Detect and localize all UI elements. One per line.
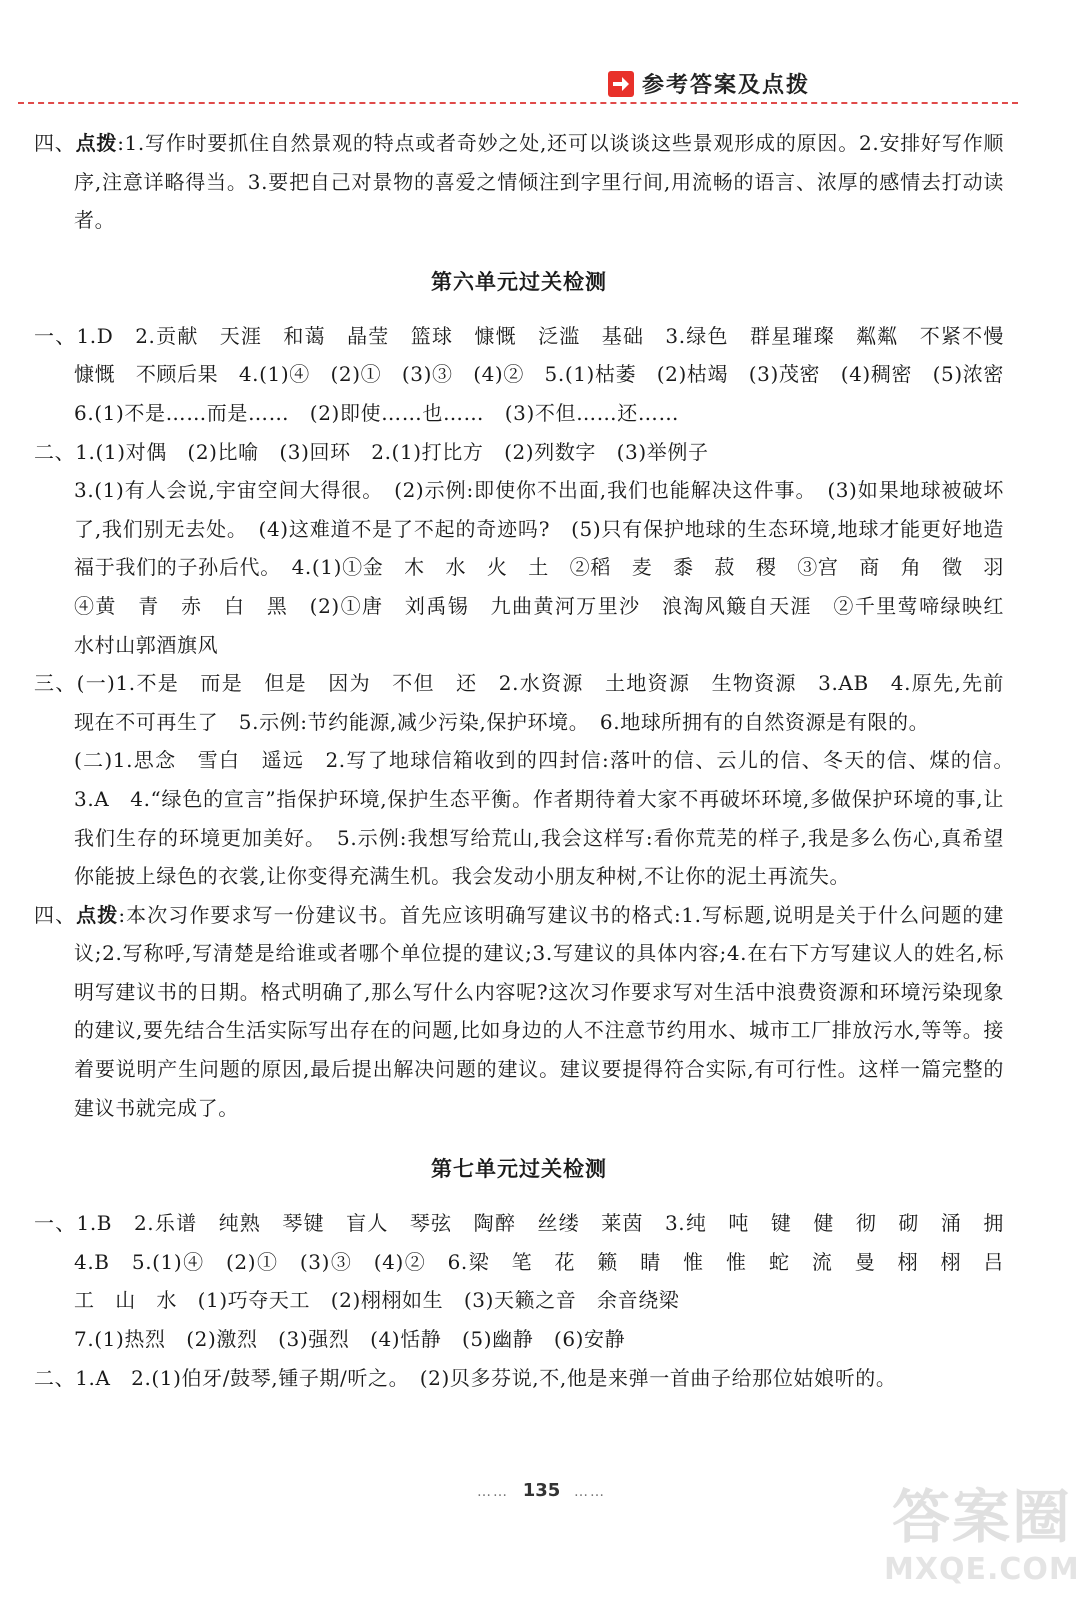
- unit6-part1: 一、1.D 2.贡献 天涯 和蔼 晶莹 篮球 慷慨 泛滥 基础 3.绿色 群星璀璨 粼粼 不紧不慢 慷慨 不顾后果 4.(1)④ (2)① (3)③ (4)② 5.(1)枯萎 (2)枯竭 (3)茂密 (4)稠密 (5)浓密 6.(1)不是……而是…… (2)即使……也…… (3)不但……还……: [34, 323, 1025, 425]
- page-header: [0, 0, 1083, 110]
- unit6-writing-tips: [34, 896, 1004, 1128]
- tips-text: :1.写作时要抓住自然景观的特点或者奇妙之处,还可以谈谈这些景观形成的原因。2.安排好写作顺序,注意详略得当。3.要把自己对景物的喜爱之情倾注到字里行间,用流畅的语言、浓厚的感情去打动读者。: [74, 131, 1005, 233]
- header-badge: [608, 68, 810, 99]
- arrow-right-icon: [608, 71, 634, 97]
- unit6-part2-cont: 3.(1)有人会说,宇宙空间大得很。 (2)示例:即使你不出面,我们也能解决这件事。 (3)如果地球被破坏了,我们别无去处。 (4)这难道不是了不起的奇迹吗? (5)只有保护地球的生态环境,地球才能更好地造福于我们的子孙后代。 4.(1)①金 木 水 火 土 ②稻 麦 黍 菽 稷 ③宫 商 角 徵 羽 ④黄 青 赤 白 黑 (2)①唐 刘禹锡 九曲黄河万里沙 浪淘风簸自天涯 ②千里莺啼绿映红 水村山郭酒旗风: [74, 478, 1025, 657]
- unit7-part2: 二、1.A 2.(1)伯牙/鼓琴,锺子期/听之。 (2)贝多芬说,不,他是来弹一首曲子给那位姑娘听的。: [34, 1365, 897, 1390]
- tips-label: 点拨: [75, 131, 118, 155]
- watermark-bottom: MXQE.COM: [884, 1552, 1080, 1587]
- page-number: 135: [522, 1480, 561, 1501]
- unit6-part3: 三、(一)1.不是 而是 但是 因为 不但 还 2.水资源 土地资源 生物资源 3.AB 4.原先,先前 现在不可再生了 5.示例:节约能源,减少污染,保护环境。 6.地球所拥有的自然资源是有限的。: [34, 671, 1025, 734]
- unit6-part3-reading2: (二)1.思念 雪白 遥远 2.写了地球信箱收到的四封信:落叶的信、云儿的信、冬天的信、煤的信。 3.A 4.“绿色的宣言”指保护环境,保护生态平衡。作者期待着大家不再破坏环境,多做保护环境的事,让我们生存的环境更加美好。 5.示例:我想写给荒山,我会这样写:看你荒芜的样子,我是多么伤心,真希望你能披上绿色的衣裳,让你变得充满生机。我会发动小朋友种树,不让你的泥土再流失。: [74, 748, 1025, 889]
- unit7-title: 第七单元过关检测: [431, 1157, 607, 1182]
- answer-content: [34, 124, 1025, 1397]
- header-divider: [18, 102, 1018, 104]
- unit7-part1-cont: 7.(1)热烈 (2)激烈 (3)强烈 (4)恬静 (5)幽静 (6)安静: [74, 1327, 626, 1352]
- unit6-part2: 二、1.(1)对偶 (2)比喻 (3)回环 2.(1)打比方 (2)列数字 (3)举例子: [34, 439, 709, 464]
- header-title: 参考答案及点拨: [642, 73, 811, 98]
- unit6-title: 第六单元过关检测: [431, 269, 607, 294]
- watermark-logo: [878, 1470, 1078, 1595]
- section-label: 四、: [34, 131, 76, 155]
- section-label: 四、: [34, 902, 77, 927]
- footer-dots-left: ……: [476, 1484, 509, 1500]
- watermark-top: 答案圈: [892, 1483, 1073, 1551]
- unit5-writing-tips: [34, 124, 1004, 240]
- unit7-part1: 一、1.B 2.乐谱 纯熟 琴键 盲人 琴弦 陶醉 丝缕 莱茵 3.纯 吨 键 健 彻 砌 涌 拥 4.B 5.(1)④ (2)① (3)③ (4)② 6.梁 笔 花 籁 睛 惟 惟 蛇 流 曼 栩 栩 吕 工 山 水 (1)巧夺天工 (2)栩栩如生 (3)天籁之音 余音绕梁: [34, 1211, 1025, 1313]
- tips-text: :本次习作要求写一份建议书。首先应该明确写建议书的格式:1.写标题,说明是关于什么问题的建议;2.写称呼,写清楚是给谁或者哪个单位提的建议;3.写建议的具体内容;4.在右下方写建议人的姓名,标明写建议书的日期。格式明确了,那么写什么内容呢?这次习作要求写对生活中浪费资源和环境污染现象的建议,要先结合生活实际写出存在的问题,比如身边的人不注意节约用水、城市工厂排放污水,等等。接着要说明产生问题的原因,最后提出解决问题的建议。建议要提得符合实际,有可行性。这样一篇完整的建议书就完成了。: [74, 902, 1005, 1120]
- footer-dots-right: ……: [574, 1484, 607, 1500]
- tips-label: 点拨: [76, 902, 119, 927]
